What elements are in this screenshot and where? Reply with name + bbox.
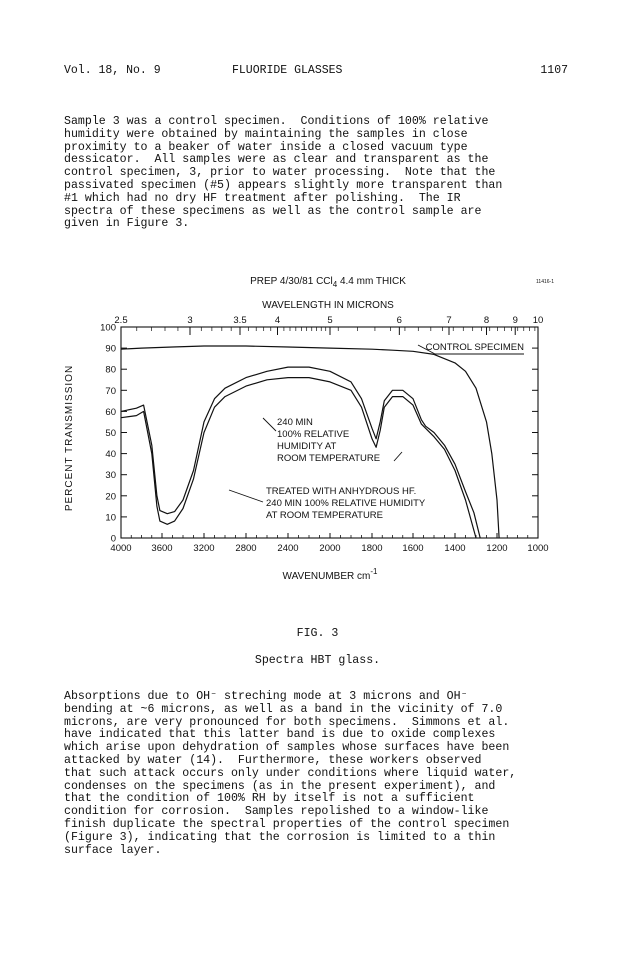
ir-spectrum-chart xyxy=(0,268,635,598)
y-tick-label: 30 xyxy=(105,470,116,482)
x-axis-label: WAVENUMBER $cm^{-1}$ xyxy=(282,567,378,582)
leader-line xyxy=(263,418,276,431)
figure-caption: Spectra HBT glass. xyxy=(254,654,381,667)
figure-code: 11416-1 xyxy=(536,279,554,285)
y-tick-label: 20 xyxy=(105,491,116,503)
text-line: #1 which had no dry HF treatment after polishing. The IR xyxy=(64,191,461,205)
x-tick-label: 2000 xyxy=(319,543,341,554)
text-line: finish duplicate the spectral properties of the control specimen xyxy=(64,817,510,831)
x-tick-label: 1000 xyxy=(527,543,549,554)
text-line: spectra of these specimens as well as the control sample are xyxy=(64,204,482,218)
text-line: that the condition of 100% RH by itself is not a sufficient xyxy=(64,792,475,806)
text-line: that such attack occurs only under conditions where liquid water, xyxy=(64,766,517,780)
y-tick-label: 90 xyxy=(105,343,116,355)
text-line: dessicator. All samples were as clear and transparent as the xyxy=(64,153,489,167)
text-line: condenses on the specimens (as in the present experiment), and xyxy=(64,779,496,793)
x-tick-label: 2400 xyxy=(277,543,299,554)
running-title: FLUORIDE GLASSES xyxy=(232,64,343,77)
page-number: 1107 xyxy=(540,64,568,77)
paragraph-discussion xyxy=(64,691,584,857)
leader-line xyxy=(229,490,263,502)
text-line: passivated specimen (#5) appears slightly more transparent than xyxy=(64,178,503,192)
text-line: attacked by water (14). Furthermore, these workers observed xyxy=(64,753,482,767)
chart-title: PREP 4/30/81 CCl$_4$ 4.4 mm THICK xyxy=(250,276,406,289)
top-tick-label: 9 xyxy=(512,315,518,326)
top-tick-label: 6 xyxy=(396,315,402,326)
leader-line xyxy=(394,452,402,461)
text-line: Sample 3 was a control specimen. Conditions of 100% relative xyxy=(64,115,489,128)
y-tick-label: 100 xyxy=(100,322,116,334)
treated-label-line: AT ROOM TEMPERATURE xyxy=(266,510,384,521)
control-specimen-label: CONTROL SPECIMEN xyxy=(425,342,524,353)
x-tick-label: 1200 xyxy=(486,543,508,554)
y-tick-label: 50 xyxy=(105,428,116,439)
top-tick-label: 8 xyxy=(483,315,490,326)
x-tick-label: 1800 xyxy=(361,543,383,554)
top-axis-label: WAVELENGTH IN MICRONS xyxy=(262,300,394,311)
top-tick-label: 2.5 xyxy=(114,315,128,326)
text-line: Absorptions due to OH⁻ streching mode at 3 microns and OH⁻ xyxy=(64,690,468,703)
text-line: given in Figure 3. xyxy=(64,217,190,231)
journal-volume: Vol. 18, No. 9 xyxy=(64,64,161,77)
humidity-label-line: HUMIDITY AT xyxy=(277,441,337,452)
treated-label-line: 240 MIN 100% RELATIVE HUMIDITY xyxy=(266,498,426,509)
running-header xyxy=(64,64,568,80)
x-tick-label: 4000 xyxy=(110,543,132,554)
text-line: condition for corrosion. Samples repolished to a window-like xyxy=(64,805,489,819)
x-tick-label: 1600 xyxy=(402,543,424,554)
humidity-label-line: ROOM TEMPERATURE xyxy=(277,453,381,464)
x-tick-label: 3200 xyxy=(193,543,215,554)
text-line: humidity were obtained by maintaining the samples in close xyxy=(64,127,468,141)
y-tick-label: 70 xyxy=(105,385,116,397)
treated-label-line: TREATED WITH ANHYDROUS HF. xyxy=(266,486,417,497)
text-line: control specimen, 3, prior to water processing. Note that the xyxy=(64,166,496,180)
x-tick-label: 1400 xyxy=(444,543,466,554)
paragraph-intro xyxy=(64,116,584,231)
annotations xyxy=(229,342,524,521)
humidity-label-line: 100% RELATIVE xyxy=(277,429,350,440)
humidity-label-line: 240 MIN xyxy=(277,417,313,428)
top-tick-label: 10 xyxy=(532,315,544,326)
top-tick-label: 3 xyxy=(187,315,193,326)
text-line: bending at ~6 microns, as well as a band in the vicinity of 7.0 xyxy=(64,702,503,716)
text-line: proximity to a beaker of water inside a closed vacuum type xyxy=(64,140,468,154)
text-line: have indicated that this latter band is due to oxide complexes xyxy=(64,728,496,742)
figure-number: FIG. 3 xyxy=(296,627,339,640)
y-tick-label: 40 xyxy=(105,449,116,461)
y-axis-label: PERCENT TRANSMISSION xyxy=(64,364,75,512)
top-tick-label: 4 xyxy=(274,315,281,326)
top-tick-label: 3.5 xyxy=(233,315,247,326)
y-tick-label: 80 xyxy=(105,364,116,376)
text-line: surface layer. xyxy=(64,843,162,857)
text-line: microns, are very pronounced for both specimens. Simmons et al. xyxy=(64,715,510,729)
text-line: which arise upon dehydration of samples whose surfaces have been xyxy=(64,741,510,755)
y-tick-label: 0 xyxy=(110,533,116,545)
x-tick-label: 2800 xyxy=(235,543,257,554)
x-tick-label: 3600 xyxy=(151,543,173,554)
y-tick-label: 10 xyxy=(105,512,116,524)
y-tick-label: 60 xyxy=(105,406,116,418)
top-tick-label: 7 xyxy=(446,315,452,326)
text-line: (Figure 3), indicating that the corrosion is limited to a thin xyxy=(64,830,496,844)
top-tick-label: 5 xyxy=(327,315,333,326)
